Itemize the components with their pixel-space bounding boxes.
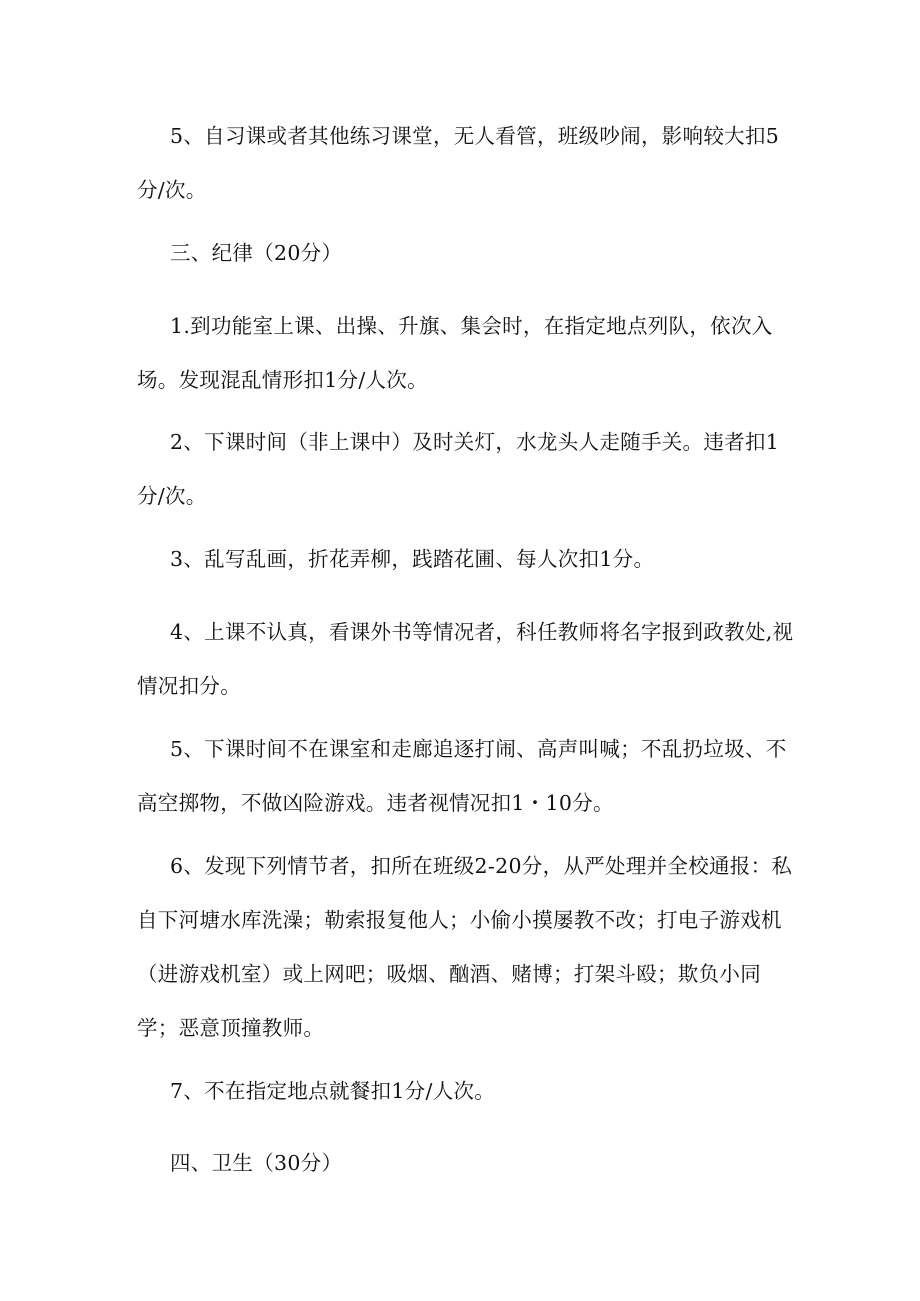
rule-7-dining-location: 7、不在指定地点就餐扣1分/人次。 — [170, 1079, 496, 1103]
rule-5-break-behavior: 5、下课时间不在课室和走廊追逐打闹、高声叫喊；不乱扔垃圾、不高空掷物，不做凶险游戏。违者视情况扣1・10分。 — [137, 737, 787, 815]
rule-1-lineup: 1.到功能室上课、出操、升旗、集会时，在指定地点列队，依次入场。发现混乱情形扣1分/人次。 — [137, 314, 773, 392]
rule-6-serious-violations: 6、发现下列情节者，扣所在班级2-20分，从严处理并全校通报：私自下河塘水库洗澡；勒索报复他人；小偷小摸屡教不改；打电子游戏机（进游戏机室）或上网吧；吸烟、酗酒、赌博；打架斗殴；欺负小同学；恶意顶撞教师。 — [137, 854, 793, 1040]
rule-2-lights-and-taps: 2、下课时间（非上课中）及时关灯，水龙头人走随手关。违者扣1分/次。 — [137, 430, 780, 508]
rule-5-self-study-noise: 5、自习课或者其他练习课堂，无人看管，班级吵闹，影响较大扣5分/次。 — [137, 124, 780, 202]
rule-3-graffiti-and-plants: 3、乱写乱画，折花弄柳，践踏花圃、每人次扣1分。 — [170, 547, 655, 571]
rule-4-class-attention: 4、上课不认真，看课外书等情况者，科任教师将名字报到政教处,视情况扣分。 — [137, 620, 794, 698]
section-heading-hygiene: 四、卫生（30分） — [170, 1151, 343, 1175]
section-heading-discipline: 三、纪律（20分） — [170, 241, 343, 265]
